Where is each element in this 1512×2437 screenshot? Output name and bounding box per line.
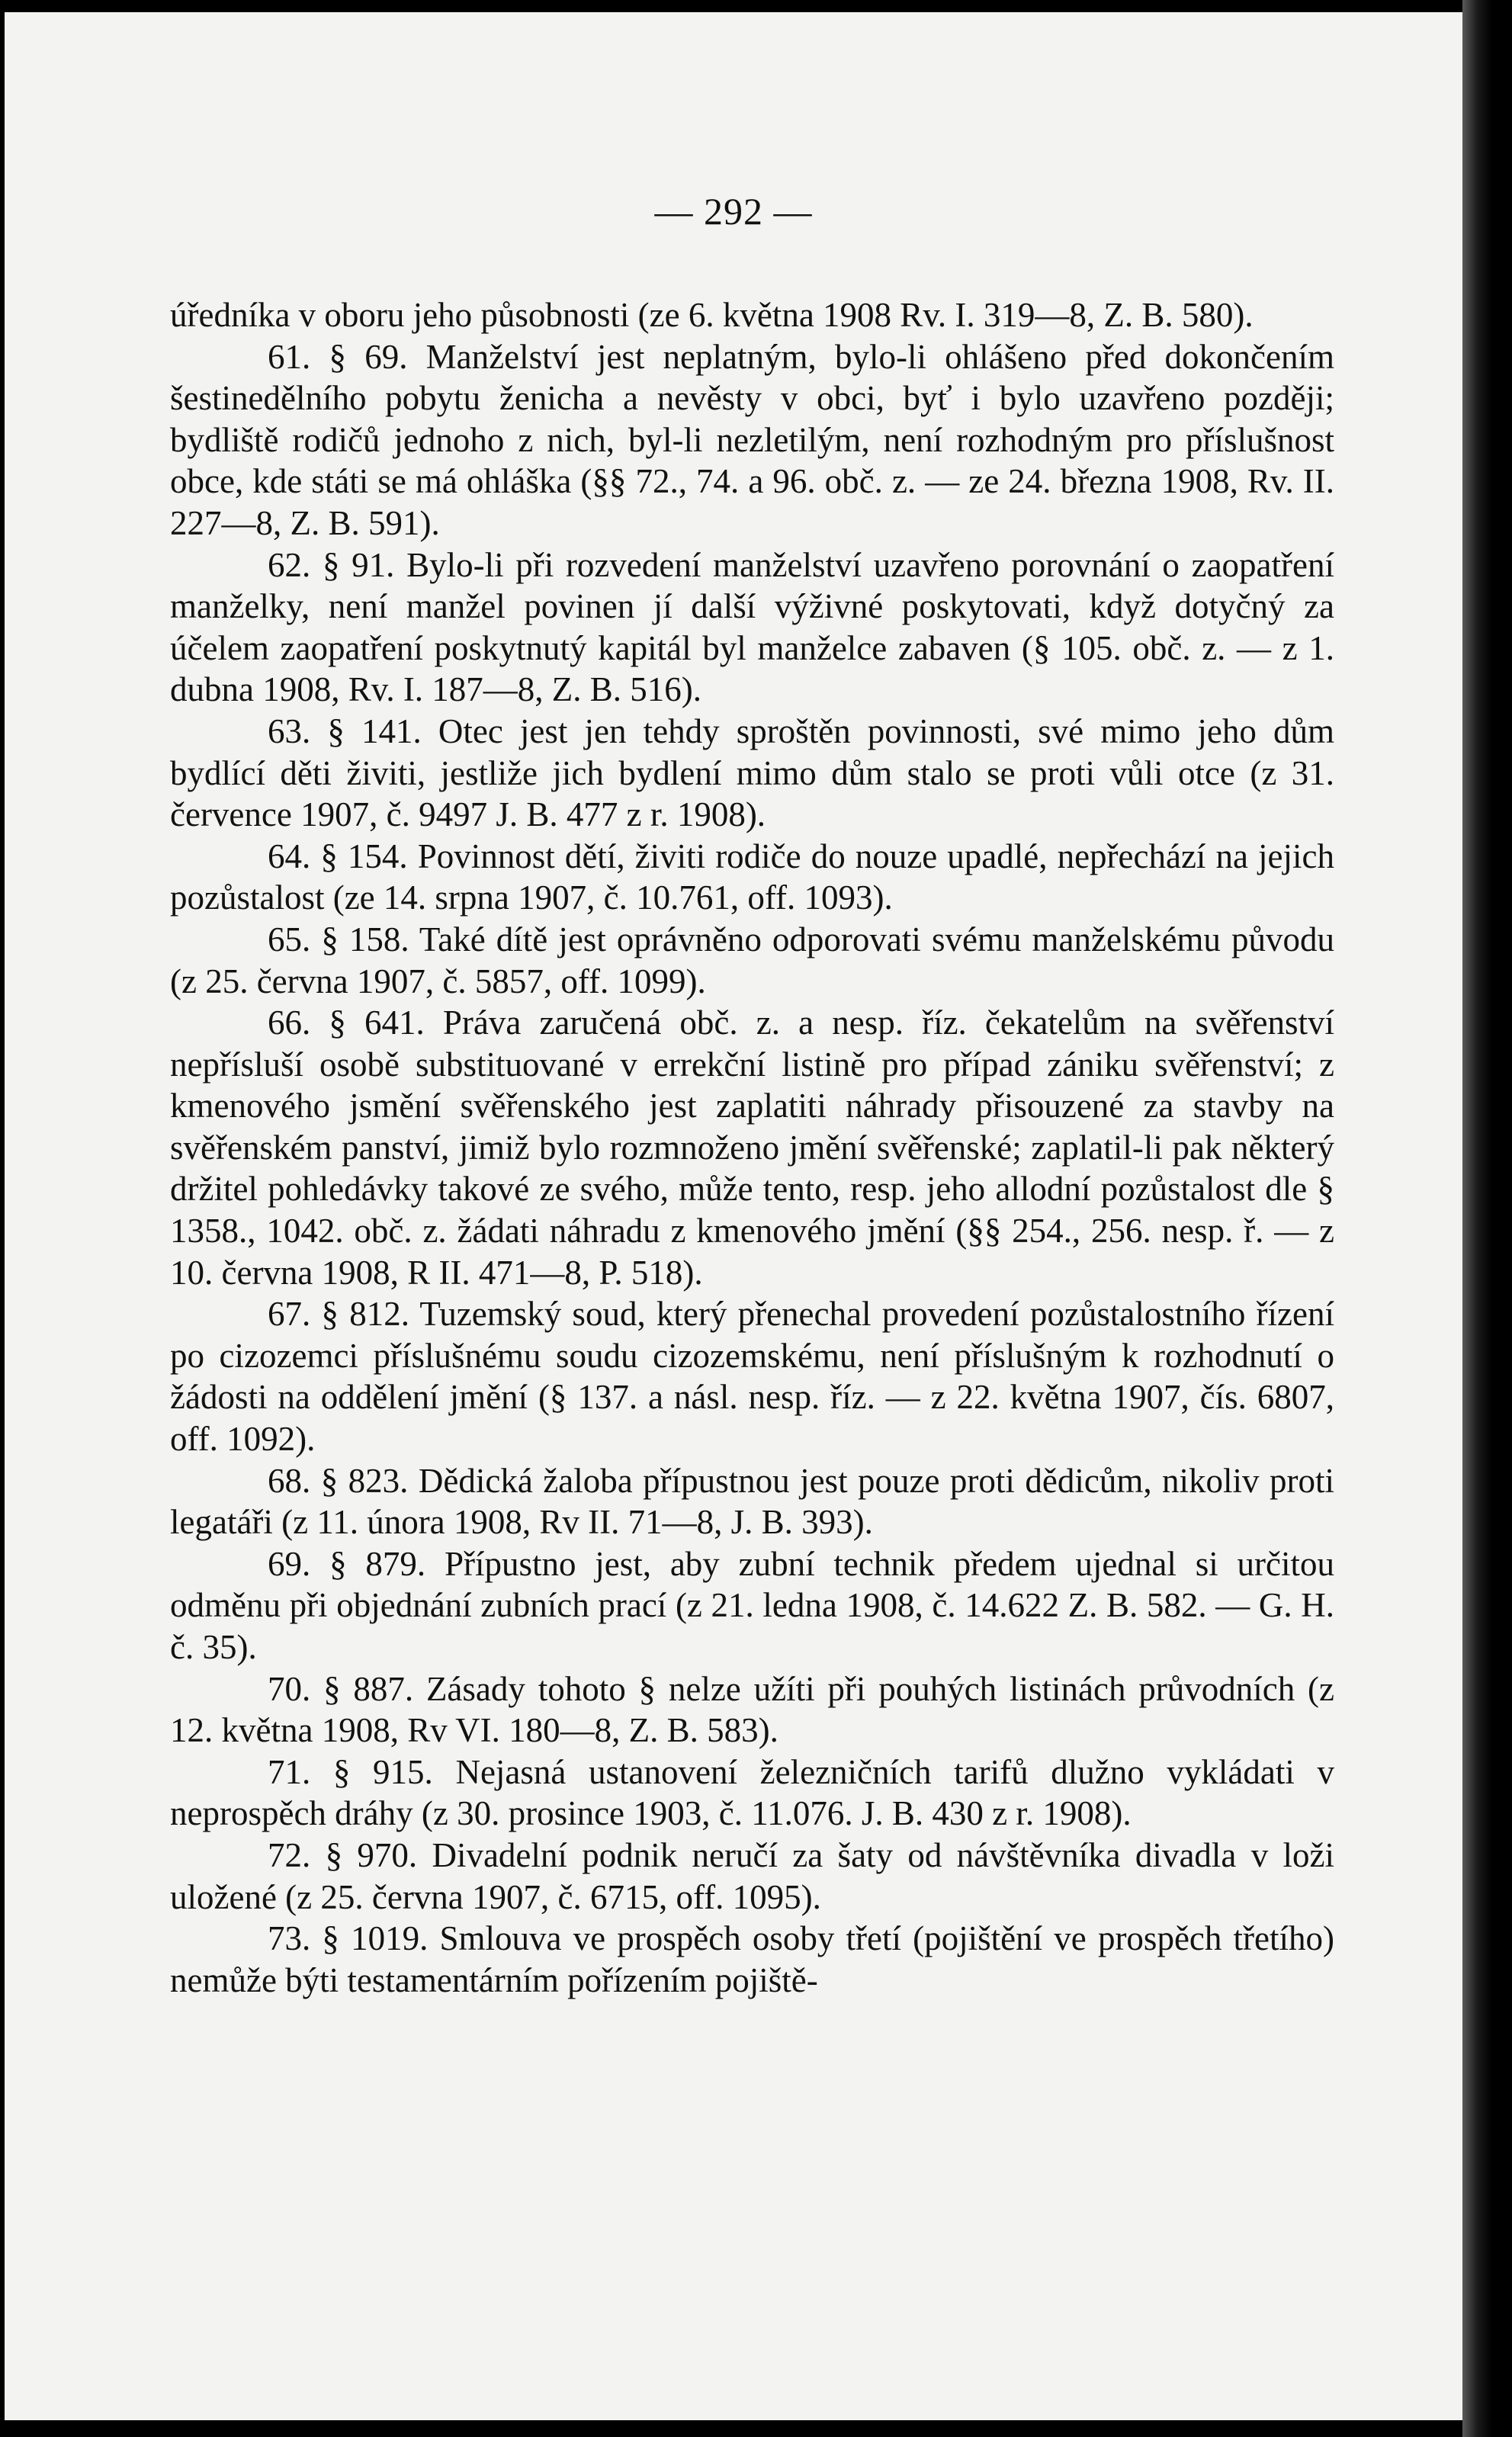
paragraph-64: 64. § 154. Povinnost dětí, živiti rodiče do nouze upadlé, nepřechází na jejich pozůstalost (ze 14. srpna 1907, č. 10.761, off. 1093). (170, 836, 1334, 917)
paragraph-69: 69. § 879. Přípustno jest, aby zubní technik předem ujednal si určitou odměnu při objednání zubních prací (z 21. ledna 1908, č. 14.622 Z. B. 582. — G. H. č. 35). (170, 1544, 1334, 1666)
book-page (5, 12, 1462, 2420)
paragraph-66: 66. § 641. Práva zaručená obč. z. a nesp. říz. čekatelům na svěřenství nepřísluší osobě substituované v errekční listině pro případ zániku svěřenství; z kmenového jsmění svěřenského jest zaplatiti náhrady přisouzené za stavby na svěřenském panství, jimiž bylo rozmnoženo jmění svěřenské; zaplatil-li pak některý držitel pohledávky takové ze svého, může tento, resp. jeho allodní pozůstalost dle § 1358., 1042. obč. z. žádati náhradu z kmenového jmění (§§ 254., 256. nesp. ř. — z 10. června 1908, R II. 471—8, P. 518). (170, 1003, 1334, 1292)
page-body (170, 294, 1334, 2001)
paragraph-72: 72. § 970. Divadelní podnik neručí za šaty od návštěvníka divadla v loži uložené (z 25. června 1907, č. 6715, off. 1095). (170, 1835, 1334, 1916)
paragraph-67: 67. § 812. Tuzemský soud, který přenechal provedení pozůstalostního řízení po cizozemci příslušnému soudu cizozemskému, není příslušným k rozhodnutí o žádosti na oddělení jmění (§ 137. a násl. nesp. říz. — z 22. května 1907, čís. 6807, off. 1092). (170, 1295, 1334, 1459)
paragraph-65: 65. § 158. Také dítě jest oprávněno odporovati svému manželskému původu (z 25. června 1907, č. 5857, off. 1099). (170, 920, 1334, 1000)
paragraph-continuation: úředníka v oboru jeho působnosti (ze 6. května 1908 Rv. I. 319—8, Z. B. 580). (170, 296, 1254, 334)
page-number: — 292 — (654, 190, 813, 233)
paragraph-70: 70. § 887. Zásady tohoto § nelze užíti při pouhých listinách průvodních (z 12. května 1908, Rv VI. 180—8, Z. B. 583). (170, 1669, 1334, 1750)
paragraph-68: 68. § 823. Dědická žaloba přípustnou jest pouze proti dědicům, nikoliv proti legatáři (z 11. února 1908, Rv II. 71—8, J. B. 393). (170, 1461, 1334, 1542)
paragraph-62: 62. § 91. Bylo-li při rozvedení manželství uzavřeno porovnání o zaopatření manželky, není manžel povinen jí další výživné poskytovati, když dotyčný za účelem zaopatření poskytnutý kapitál byl manželce zabaven (§ 105. obč. z. — z 1. dubna 1908, Rv. I. 187—8, Z. B. 516). (170, 545, 1334, 709)
paragraph-61: 61. § 69. Manželství jest neplatným, bylo-li ohlášeno před dokončením šestinedělního pobytu ženicha a nevěsty v obci, byť i bylo uzavřeno později; bydliště rodičů jednoho z nich, byl-li nezletilým, není rozhodným pro příslušnost obce, kde státi se má ohláška (§§ 72., 74. a 96. obč. z. — ze 24. března 1908, Rv. II. 227—8, Z. B. 591). (170, 337, 1334, 542)
paragraph-73: 73. § 1019. Smlouva ve prospěch osoby třetí (pojištění ve prospěch třetího) nemůže býti testamentárním pořízením pojiště- (170, 1919, 1334, 1999)
paragraph-63: 63. § 141. Otec jest jen tehdy sproštěn povinnosti, své mimo jeho dům bydlící děti živiti, jestliže jich bydlení mimo dům stalo se proti vůli otce (z 31. července 1907, č. 9497 J. B. 477 z r. 1908). (170, 711, 1334, 834)
paragraph-71: 71. § 915. Nejasná ustanovení železničních tarifů dlužno vykládati v neprospěch dráhy (z 30. prosince 1903, č. 11.076. J. B. 430 z r. 1908). (170, 1752, 1334, 1833)
book-spine-shadow (1462, 0, 1512, 2437)
